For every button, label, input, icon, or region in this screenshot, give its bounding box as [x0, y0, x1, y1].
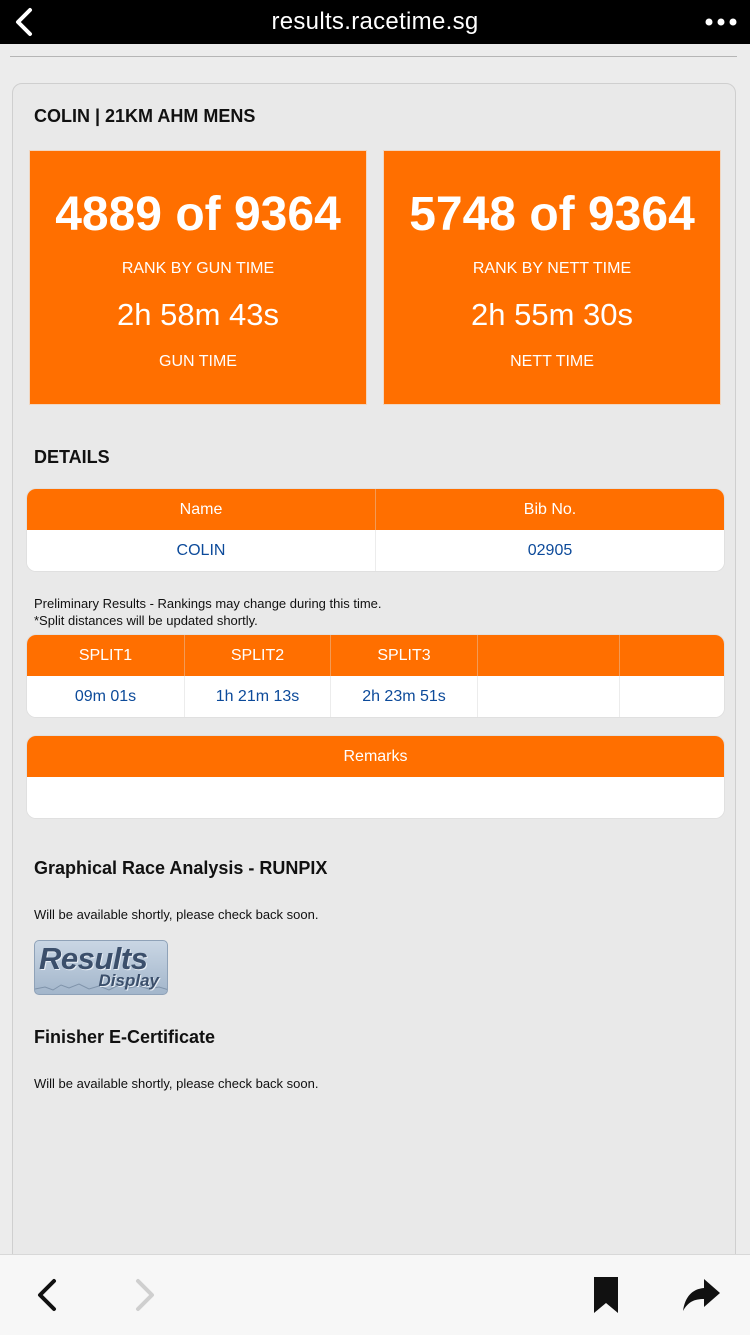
result-card — [12, 83, 736, 1273]
share-icon[interactable] — [682, 1275, 722, 1315]
ellipsis-icon[interactable] — [704, 10, 738, 34]
results-display-logo[interactable] — [34, 940, 168, 995]
bib-value: 02905 — [375, 530, 724, 571]
forward-arrow-icon[interactable] — [126, 1275, 166, 1315]
remarks-table — [27, 736, 724, 818]
table-header-row — [27, 635, 724, 676]
header-split1: SPLIT1 — [78, 646, 133, 664]
browser-top-bar — [0, 0, 750, 44]
table-row — [27, 676, 724, 717]
header-split4 — [477, 635, 619, 676]
runner-heading: COLIN | 21KM AHM MENS — [34, 106, 256, 126]
note-preliminary: Preliminary Results - Rankings may change during this time. — [34, 596, 382, 611]
certificate-heading: Finisher E-Certificate — [34, 1027, 216, 1047]
nett-time-value: 2h 55m 30s — [471, 297, 633, 332]
nett-rank-value: 5748 of 9364 — [409, 188, 695, 241]
header-remarks: Remarks — [343, 747, 408, 765]
details-table — [27, 489, 724, 571]
splits-table — [27, 635, 724, 717]
bookmark-icon[interactable] — [586, 1275, 626, 1315]
nett-rank-label: RANK BY NETT TIME — [472, 260, 632, 277]
remarks-value — [27, 777, 724, 818]
runpix-heading: Graphical Race Analysis - RUNPIX — [34, 858, 328, 878]
url-title[interactable]: results.racetime.sg — [271, 8, 479, 35]
split3-value: 2h 23m 51s — [330, 676, 477, 717]
name-value: COLIN — [176, 541, 226, 559]
gun-rank-value: 4889 of 9364 — [55, 188, 341, 241]
logo-text-results: Results — [39, 941, 148, 976]
note-splits: *Split distances will be updated shortly. — [34, 613, 258, 628]
table-row — [27, 530, 724, 571]
gun-time-label: GUN TIME — [159, 353, 237, 370]
nett-rank-box — [383, 150, 721, 405]
gun-time-value: 2h 58m 43s — [117, 297, 279, 332]
table-header-row — [27, 489, 724, 530]
logo-text-display: Display — [98, 971, 159, 990]
split5-value — [619, 676, 724, 717]
details-heading: DETAILS — [34, 447, 110, 467]
table-header-row — [27, 736, 724, 777]
header-split5 — [619, 635, 724, 676]
gun-rank-label: RANK BY GUN TIME — [121, 260, 275, 277]
header-split2: SPLIT2 — [184, 635, 330, 676]
nett-time-label: NETT TIME — [510, 353, 594, 370]
header-bib: Bib No. — [375, 489, 724, 530]
split4-value — [477, 676, 619, 717]
browser-bottom-bar — [0, 1254, 750, 1335]
table-row — [27, 777, 724, 818]
header-name: Name — [179, 500, 223, 518]
notes — [34, 595, 382, 629]
runpix-text: Will be available shortly, please check back soon. — [34, 907, 319, 922]
divider — [10, 56, 737, 57]
back-arrow-icon[interactable] — [28, 1275, 68, 1315]
split1-value: 09m 01s — [74, 687, 137, 705]
certificate-text: Will be available shortly, please check back soon. — [34, 1076, 319, 1091]
split2-value: 1h 21m 13s — [184, 676, 330, 717]
gun-rank-box — [29, 150, 367, 405]
header-split3: SPLIT3 — [330, 635, 477, 676]
